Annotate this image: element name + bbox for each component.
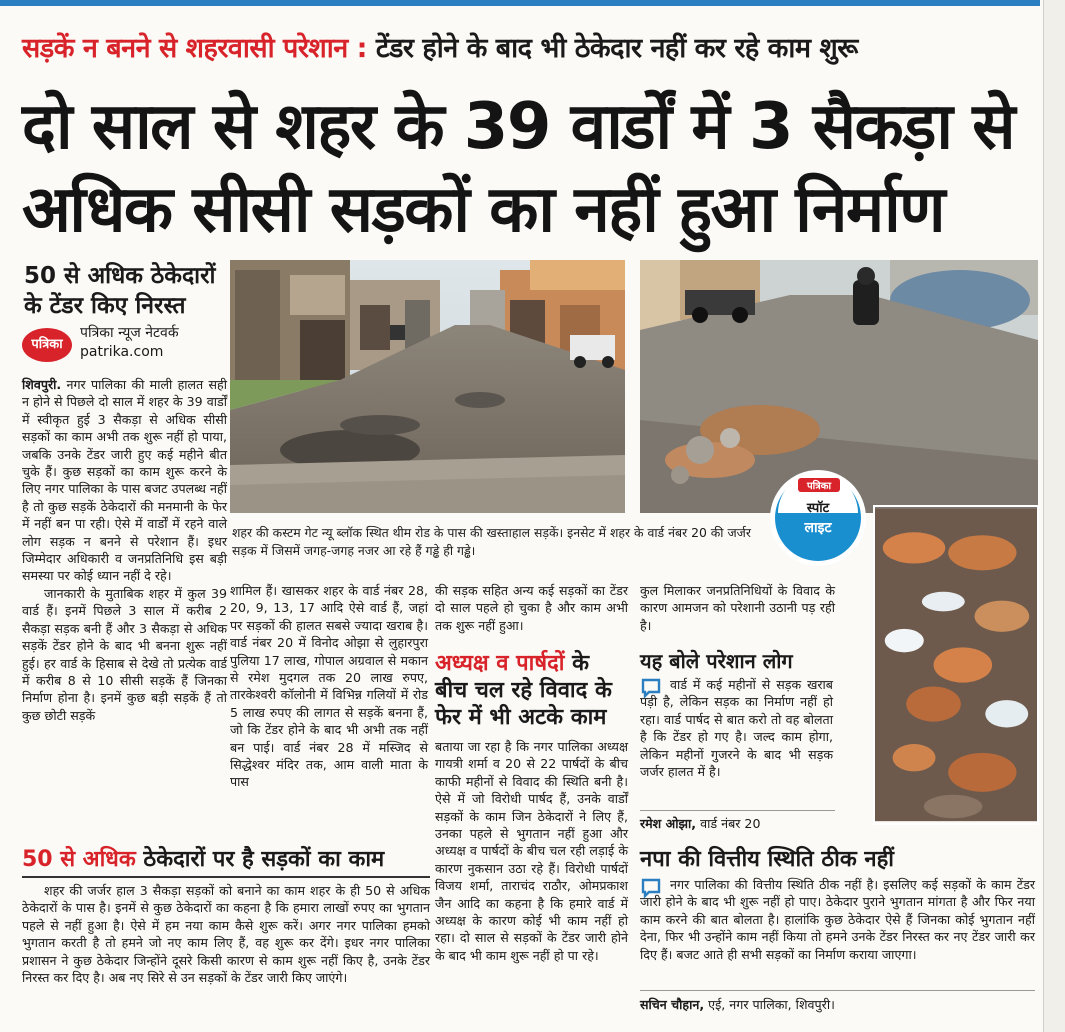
- col4-heading: यह बोले परेशान लोग: [640, 649, 793, 673]
- napa-name: सचिन चौहान,: [640, 997, 705, 1012]
- napa-divider: [640, 990, 1035, 991]
- col4-attribution: [640, 815, 840, 832]
- kicker-line: [22, 28, 1022, 65]
- quote-divider: [640, 810, 835, 811]
- section-50-text: शहर की जर्जर हाल 3 सैकड़ा सड़कों को बनाने का काम शहर के ही 50 से अधिक ठेकेदारों के पास है। इनमें से कुछ ठेकेदारों का कहना है कि हमारा लाखों रुपए का भुगतान पहले से नहीं हुआ है। ऐसे में हम नया काम कैसे शुरू करें। अगर नगर पालिका हमको भुगतान करती है तो हमने जो नए काम लिए हैं, वह शुरू कर देंगे। इधर नगर पालिका प्रशासन ने कुछ ठेकेदार जिन्होंने दूसरे किसी कारण से काम शुरू नहीं किए है, उनके टेंडर निरस्त कर दिए है। अब नए सिरे से उन सड़कों के टेंडर जारी किए जाएंगे।: [22, 883, 430, 986]
- byline: [80, 324, 179, 362]
- section-50-heading-red: 50 से अधिक: [22, 847, 136, 872]
- col3-body-text: बताया जा रहा है कि नगर पालिका अध्यक्ष गायत्री शर्मा व 20 से 22 पार्षदों के बीच काफी महीनों से विवाद की स्थिति बनी है। ऐसे में जो विरोधी पार्षद हैं, उनके वार्डों सड़कों के काम जिन ठेकेदारों ने लिए हैं, उनका पहले से भुगतान नहीं हुआ और अध्यक्ष व पार्षदों के बीच चल रही लड़ाई के कारण नुकसान उठा रहे हैं। विरोधी पार्षदों विजय शर्मा, ताराचंद राठौर, ओमप्रकाश जैन आदि का कहना है कि हमारे वार्ड में अध्यक्ष के कारण कोई भी काम नहीं हो रहा। दो साल से सड़कों के टेंडर जारी होने के बाद भी काम शुरू नहीं हो पा रहे।: [435, 739, 628, 963]
- badge-top-text: पत्रिका: [806, 481, 832, 492]
- col4-role: वार्ड नंबर 20: [696, 816, 761, 831]
- col3-heading-black-1: के: [564, 651, 590, 676]
- col3-heading-red: अध्यक्ष व पार्षदों: [435, 651, 565, 676]
- spotlight-badge: [768, 468, 868, 568]
- napa-role: एई, नगर पालिका, शिवपुरी।: [704, 997, 835, 1012]
- inset-pothole-photo: [873, 505, 1039, 825]
- byline-site: patrika.com: [80, 344, 164, 360]
- patrika-logo: पत्रिका: [22, 328, 72, 362]
- section-50-rule: [22, 876, 430, 878]
- subhead: 50 से अधिक ठेकेदारों के टेंडर किए निरस्त: [24, 263, 216, 319]
- badge-line-2: लाइट: [804, 520, 832, 536]
- napa-quote: [640, 876, 1035, 963]
- col2-text: शामिल हैं। खासकर शहर के वार्ड नंबर 28, 20, 9, 13, 17 आदि ऐसे वार्ड हैं, जहां पर सड़कों की हालत सबसे ज्यादा खराब है। वार्ड नंबर 20 में विनोद ओझा से लुहारपुरा पुलिया 17 लाख, गोपाल अग्रवाल से मकान से रमेश मुदगल तक 20 लाख रुपए, तारकेश्वरी कॉलोनी में विभिन्न गलियों में रोड 5 लाख रुपए की लागत से सड़कें बनना हैं, जो कि टेंडर होने के बाद भी अभी तक नहीं बन पाई। वार्ड नंबर 28 में मस्जिद से सिद्धेश्वर मंदिर तक, आम वाली माता के पास: [230, 583, 428, 790]
- napa-quote-text: नगर पालिका की वित्तीय स्थिति ठीक नहीं है। इसलिए कई सड़कों के काम टेंडर जारी होने के बाद भी शुरू नहीं हो पाए। ठेकेदार पुराने भुगतान मांगता है और फिर नया काम करने की बात बोलता है। हालांकि कुछ ठेकेदार ऐसे हैं जिनका कोई भुगतान नहीं देना, फिर भी उन्होंने काम नहीं किया तो हमने उनके टेंडर निरस्त कर नए टेंडर जारी कर दिए हैं। बजट आते ही सभी सड़कों का निर्माण कराया जाएगा।: [640, 877, 1035, 962]
- page-edge: [1043, 0, 1065, 1032]
- col4-quote: [640, 676, 833, 780]
- dateline: शिवपुरी.: [22, 377, 62, 392]
- col1-para-1: नगर पालिका की माली हालत सही न होने से पिछले दो साल में शहर के 39 वार्डों में स्वीकृत हुई 3 सैकड़ा से अधिक सीसी सड़कों का काम अभी तक शुरू नहीं हो पाया, जबकि उनके टेंडर जारी हुए कई महीने बीत चुके हैं। कुछ सड़कों का काम शुरू करने के लिए नगर पालिका के पास बजट उपलब्ध नहीं है तो कुछ सड़कें ठेकेदारों की मनमानी के फेर में नहीं बन पा रही। ऐसे में वार्डों में रहने वाले लोग सड़क न बनने से परेशान हैं। इधर जिम्मेदार अधिकारी व जनप्रतिनिधि इस बड़ी समस्या पर कोई ध्यान नहीं दे रहे।: [22, 377, 227, 584]
- column-2: [230, 582, 428, 791]
- byline-network: पत्रिका न्यूज नेटवर्क: [80, 325, 179, 341]
- top-rule: [0, 0, 1040, 6]
- street-photo: [230, 260, 625, 513]
- col3-body: [435, 738, 628, 964]
- col3-heading-black-2: बीच चल रहे विवाद के फेर में भी अटके काम: [435, 678, 612, 730]
- col4-top: कुल मिलाकर जनप्रतिनिधियों के विवाद के कारण आमजन को परेशानी उठानी पड़ रही है।: [640, 583, 835, 633]
- headline-line-2: अधिक सीसी सड़कों का नहीं हुआ निर्माण: [22, 173, 944, 247]
- badge-line-1: स्पॉट: [806, 501, 830, 516]
- col4-name: रमेश ओझा,: [640, 816, 697, 831]
- kicker-red: सड़कें न बनने से शहरवासी परेशान :: [22, 33, 367, 64]
- section-50-heading-black: ठेकेदारों पर है सड़कों का काम: [135, 847, 385, 872]
- column-1: [22, 376, 227, 724]
- photo-caption: शहर की कस्टम गेट न्यू ब्लॉक स्थित थीम रोड के पास की खस्ताहाल सड़कें। इनसेट में शहर के वार्ड नंबर 20 की जर्जर सड़क में जिसमें जगह-जगह नजर आ रहे हैं गड्ढे ही गड्ढे।: [232, 525, 751, 558]
- headline-line-1: दो साल से शहर के 39 वार्डों में 3 सैकड़ा से: [22, 90, 1015, 164]
- section-50-body: [22, 882, 430, 986]
- napa-heading: नपा की वित्तीय स्थिति ठीक नहीं: [640, 847, 894, 872]
- col3-heading: [435, 650, 635, 731]
- column-4: [640, 582, 835, 634]
- section-50-heading: [22, 846, 432, 873]
- col4-quote-text: वार्ड में कई महीनों से सड़क खराब पड़ी है, लेकिन सड़क का निर्माण नहीं हो रहा। वार्ड पार्षद से बात करो तो वह बोलता है कि टेंडर हो गए है। जल्द काम होगा, लेकिन महीनों गुजरने के बाद भी सड़क जर्जर हालत में है।: [640, 677, 833, 780]
- col1-para-2: जानकारी के मुताबिक शहर में कुल 39 वार्ड हैं। इनमें पिछले 3 साल में करीब 2 सैकड़ा सड़क बनी हैं और 3 सैकड़ा से अधिक सड़कें टेंडर होने के बाद भी बनना शुरू नहीं हुई। हर वार्ड के हिसाब से देखे तो प्रत्येक वार्ड में करीब 8 से 10 सीसी सड़कें हैं जिनका निर्माण होना है। इनमें कुछ बड़ी सड़कें हैं तो कुछ छोटी सड़कें: [22, 585, 227, 723]
- napa-attribution: [640, 996, 1035, 1013]
- column-3: [435, 582, 628, 634]
- kicker-black: टेंडर होने के बाद भी ठेकेदार नहीं कर रहे काम शुरू: [375, 33, 858, 64]
- col3-top: की सड़क सहित अन्य कई सड़कों का टेंडर दो साल पहले हो चुका है और काम अभी तक शुरू नहीं हुआ।: [435, 583, 628, 633]
